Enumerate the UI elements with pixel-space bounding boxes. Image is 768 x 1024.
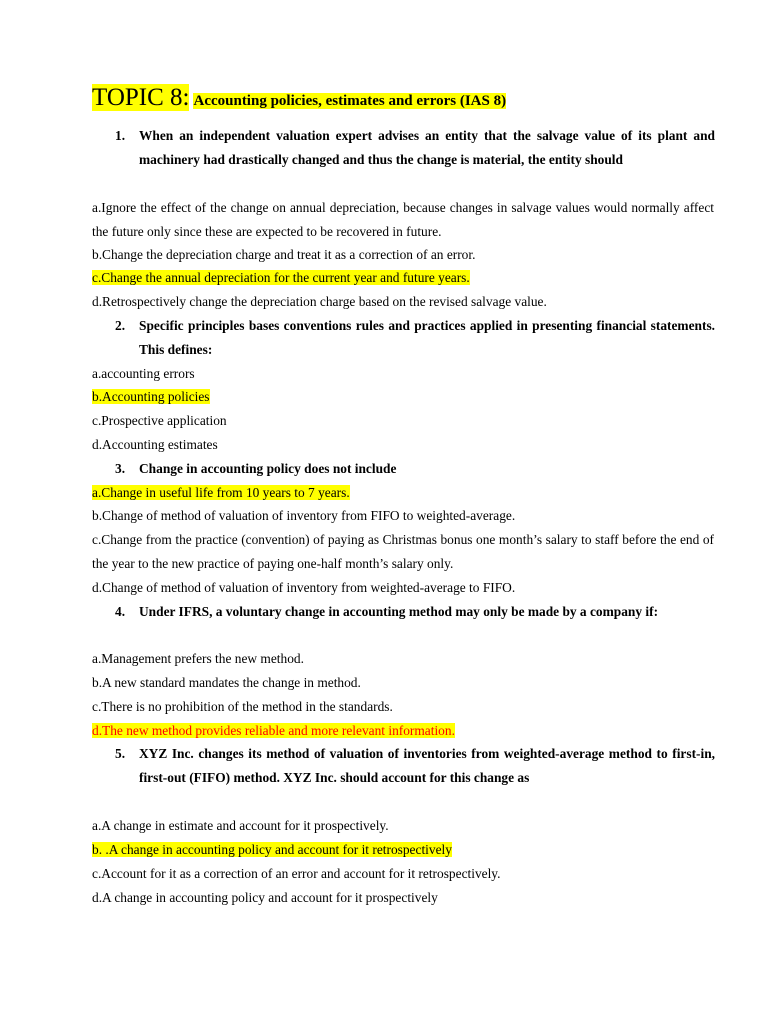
question-number: 3. [115, 461, 126, 476]
option-3b: b.Change of method of valuation of inventory from FIFO to weighted-average. [92, 508, 516, 523]
option-1a: a.Ignore the effect of the change on annual depreciation, because changes in salvage values would normally affect the future only since these are expected to be recovered in future. [92, 200, 714, 239]
question-5 [115, 742, 715, 790]
topic-title: Accounting policies, estimates and errors (IAS 8) [193, 93, 507, 109]
question-2 [115, 314, 715, 362]
question-number: 4. [115, 604, 126, 619]
topic-label: TOPIC 8: [92, 84, 190, 111]
option-2d: d.Accounting estimates [92, 437, 218, 452]
option-4d-answer [92, 719, 714, 743]
option-5a: a.A change in estimate and account for it prospectively. [92, 818, 389, 833]
question-number: 2. [115, 318, 126, 333]
question-text: XYZ Inc. changes its method of valuation of inventories from weighted-average method to first-in, first-out (FIFO) method. XYZ Inc. should account for this change as [139, 746, 715, 785]
question-text: Specific principles bases conventions rules and practices applied in presenting financial statements. This defines: [139, 318, 715, 357]
question-text: Under IFRS, a voluntary change in accounting method may only be made by a company if: [139, 604, 659, 619]
option-4a: a.Management prefers the new method. [92, 651, 304, 666]
highlighted-answer: b.Accounting policies [92, 389, 210, 404]
option-5c: c.Account for it as a correction of an error and account for it retrospectively. [92, 866, 501, 881]
option-2b-answer [92, 385, 714, 409]
highlighted-answer: b. .A change in accounting policy and account for it retrospectively [92, 842, 452, 857]
option-3d: d.Change of method of valuation of inventory from weighted-average to FIFO. [92, 580, 516, 595]
question-number: 5. [115, 746, 126, 761]
option-2a: a.accounting errors [92, 366, 195, 381]
highlighted-answer: a.Change in useful life from 10 years to 7 years. [92, 485, 350, 500]
option-3a-answer [92, 481, 714, 505]
question-1 [115, 124, 715, 172]
question-4 [115, 600, 715, 624]
option-4b: b.A new standard mandates the change in method. [92, 675, 361, 690]
option-1c-answer [92, 266, 714, 290]
option-5b-answer [92, 838, 714, 862]
highlighted-answer: d.The new method provides reliable and more relevant information. [92, 723, 455, 738]
question-text: Change in accounting policy does not include [139, 461, 397, 476]
question-text: When an independent valuation expert advises an entity that the salvage value of its plant and machinery had drastically changed and thus the change is material, the entity should [139, 128, 715, 167]
option-1d: d.Retrospectively change the depreciation charge based on the revised salvage value. [92, 294, 547, 309]
option-2c: c.Prospective application [92, 413, 227, 428]
option-5d: d.A change in accounting policy and account for it prospectively [92, 890, 438, 905]
highlighted-answer: c.Change the annual depreciation for the current year and future years. [92, 270, 470, 285]
topic-heading [92, 84, 506, 112]
option-3c: c.Change from the practice (convention) of paying as Christmas bonus one month’s salary to staff before the end of the year to the new practice of paying one-half month’s salary only. [92, 532, 714, 571]
question-3 [115, 457, 715, 481]
option-4c: c.There is no prohibition of the method in the standards. [92, 699, 393, 714]
question-number: 1. [115, 128, 126, 143]
option-1b: b.Change the depreciation charge and treat it as a correction of an error. [92, 247, 476, 262]
